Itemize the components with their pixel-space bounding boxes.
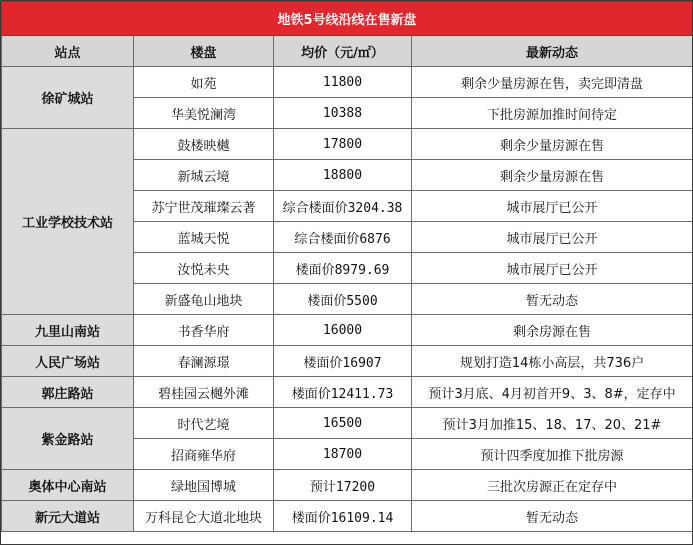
listing-table bbox=[1, 1, 693, 532]
header-station: 站点 bbox=[2, 36, 134, 67]
latest-news: 城市展厅已公开 bbox=[412, 222, 693, 253]
latest-news: 规划打造14栋小高层，共736户 bbox=[412, 346, 693, 377]
average-price: 16000 bbox=[274, 315, 412, 346]
table-row bbox=[2, 377, 693, 408]
latest-news: 预计3月加推15、18、17、20、21# bbox=[412, 408, 693, 439]
latest-news: 剩余少量房源在售 bbox=[412, 160, 693, 191]
project-name: 万科昆仑大道北地块 bbox=[134, 501, 274, 532]
average-price: 楼面价16109.14 bbox=[274, 501, 412, 532]
table-row bbox=[2, 501, 693, 532]
table-title: 地铁5号线沿线在售新盘 bbox=[2, 2, 693, 36]
average-price: 16500 bbox=[274, 408, 412, 439]
project-name: 汝悦未央 bbox=[134, 253, 274, 284]
table-row bbox=[2, 315, 693, 346]
table-row bbox=[2, 346, 693, 377]
table-body bbox=[2, 2, 693, 532]
average-price: 18700 bbox=[274, 439, 412, 470]
latest-news: 暂无动态 bbox=[412, 501, 693, 532]
table-row bbox=[2, 129, 693, 160]
station-name: 紫金路站 bbox=[2, 408, 134, 470]
average-price: 楼面价5500 bbox=[274, 284, 412, 315]
station-name: 九里山南站 bbox=[2, 315, 134, 346]
header-news: 最新动态 bbox=[412, 36, 693, 67]
station-name: 徐矿城站 bbox=[2, 67, 134, 129]
average-price: 楼面价12411.73 bbox=[274, 377, 412, 408]
station-name: 奥体中心南站 bbox=[2, 470, 134, 501]
latest-news: 下批房源加推时间待定 bbox=[412, 98, 693, 129]
project-name: 鼓楼映樾 bbox=[134, 129, 274, 160]
station-name: 新元大道站 bbox=[2, 501, 134, 532]
project-name: 新盛龟山地块 bbox=[134, 284, 274, 315]
average-price: 预计17200 bbox=[274, 470, 412, 501]
table-row bbox=[2, 408, 693, 439]
station-name: 工业学校技术站 bbox=[2, 129, 134, 315]
average-price: 楼面价16907 bbox=[274, 346, 412, 377]
title-row bbox=[2, 2, 693, 36]
latest-news: 预计3月底、4月初首开9、3、8#，定存中 bbox=[412, 377, 693, 408]
project-name: 苏宁世茂璀璨云著 bbox=[134, 191, 274, 222]
latest-news: 城市展厅已公开 bbox=[412, 253, 693, 284]
average-price: 17800 bbox=[274, 129, 412, 160]
project-name: 时代艺境 bbox=[134, 408, 274, 439]
latest-news: 剩余少量房源在售 bbox=[412, 129, 693, 160]
project-name: 如苑 bbox=[134, 67, 274, 98]
project-name: 书香华府 bbox=[134, 315, 274, 346]
latest-news: 预计四季度加推下批房源 bbox=[412, 439, 693, 470]
project-name: 招商雍华府 bbox=[134, 439, 274, 470]
table-row bbox=[2, 67, 693, 98]
station-name: 郭庄路站 bbox=[2, 377, 134, 408]
header-price: 均价（元/㎡） bbox=[274, 36, 412, 67]
project-name: 蓝城天悦 bbox=[134, 222, 274, 253]
project-name: 华美悦澜湾 bbox=[134, 98, 274, 129]
header-row bbox=[2, 36, 693, 67]
average-price: 11800 bbox=[274, 67, 412, 98]
latest-news: 剩余少量房源在售，卖完即清盘 bbox=[412, 67, 693, 98]
average-price: 10388 bbox=[274, 98, 412, 129]
latest-news: 暂无动态 bbox=[412, 284, 693, 315]
latest-news: 剩余房源在售 bbox=[412, 315, 693, 346]
header-project: 楼盘 bbox=[134, 36, 274, 67]
project-name: 新城云境 bbox=[134, 160, 274, 191]
project-name: 春澜源璟 bbox=[134, 346, 274, 377]
average-price: 综合楼面价6876 bbox=[274, 222, 412, 253]
latest-news: 三批次房源正在定存中 bbox=[412, 470, 693, 501]
average-price: 楼面价8979.69 bbox=[274, 253, 412, 284]
latest-news: 城市展厅已公开 bbox=[412, 191, 693, 222]
average-price: 18800 bbox=[274, 160, 412, 191]
table-row bbox=[2, 470, 693, 501]
project-name: 碧桂园云樾外滩 bbox=[134, 377, 274, 408]
station-name: 人民广场站 bbox=[2, 346, 134, 377]
project-name: 绿地国博城 bbox=[134, 470, 274, 501]
average-price: 综合楼面价3204.38 bbox=[274, 191, 412, 222]
